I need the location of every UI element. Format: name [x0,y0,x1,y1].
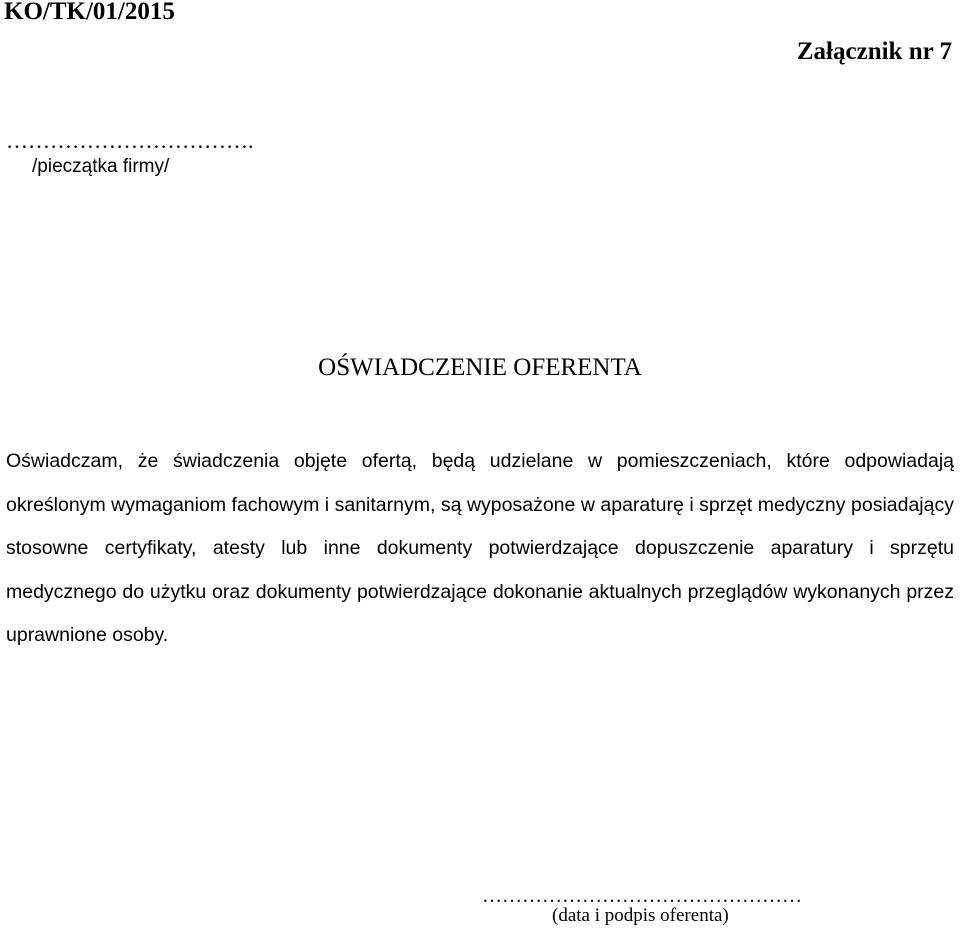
signature-label: (data i podpis oferenta) [552,905,729,926]
document-reference-number: KO/TK/01/2015 [4,0,175,25]
stamp-placeholder-dots: ……………………………. [6,128,254,153]
declaration-body: Oświadczam, że świadczenia objęte ofertą, będą udzielane w pomieszczeniach, które odpowiadają określonym wymaganiom fachowym i sanitarnym, są wyposażone w aparaturę i sprzęt medyczny posiadający stosowne certyfikaty, atesty lub inne dokumenty potwierdzające dopuszczenie aparatury i sprzętu medycznego do użytku oraz dokumenty potwierdzające dokonanie aktualnych przeglądów wykonanych przez uprawnione osoby. [6,450,954,646]
signature-placeholder-dots: ………………………………………… [482,885,802,907]
stamp-label: /pieczątka firmy/ [32,156,170,177]
annex-label: Załącznik nr 7 [796,38,952,65]
document-title: OŚWIADCZENIE OFERENTA [318,354,642,381]
